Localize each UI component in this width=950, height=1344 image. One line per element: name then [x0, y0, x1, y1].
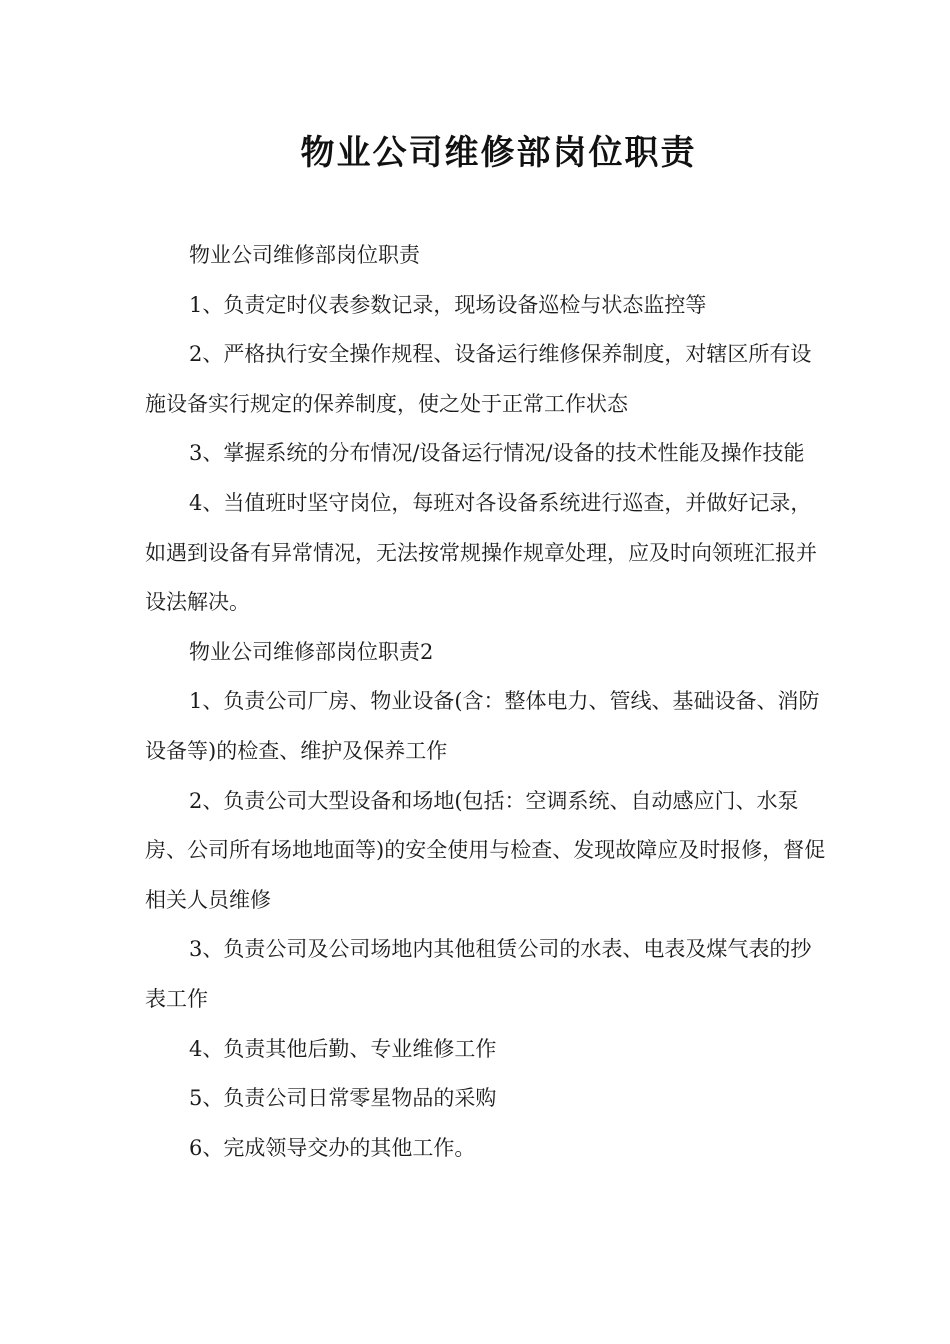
- paragraph-2-3: 3、负责公司及公司场地内其他租赁公司的水表、电表及煤气表的抄表工作: [145, 937, 812, 1011]
- paragraph-2-1: 1、负责公司厂房、物业设备(含：整体电力、管线、基础设备、消防设备等)的检查、维护及保养工作: [145, 689, 820, 763]
- paragraph-1-1: 1、负责定时仪表参数记录，现场设备巡检与状态监控等: [189, 292, 707, 317]
- paragraph-2-6: 6、完成领导交办的其他工作。: [189, 1135, 476, 1160]
- paragraph-2-2: 2、负责公司大型设备和场地(包括：空调系统、自动感应门、水泵房、公司所有场地地面等)的安全使用与检查、发现故障应及时报修，督促相关人员维修: [145, 788, 826, 912]
- paragraph-2-5: 5、负责公司日常零星物品的采购: [189, 1086, 497, 1111]
- paragraph-1-2: 2、严格执行安全操作规程、设备运行维修保养制度，对辖区所有设施设备实行规定的保养制度，使之处于正常工作状态: [145, 342, 812, 416]
- paragraph-1-3: 3、掌握系统的分布情况/设备运行情况/设备的技术性能及操作技能: [189, 441, 805, 466]
- section-heading-2: 物业公司维修部岗位职责2: [189, 639, 434, 664]
- document-title: 物业公司维修部岗位职责: [300, 133, 697, 173]
- paragraph-2-4: 4、负责其他后勤、专业维修工作: [189, 1036, 497, 1061]
- document-body: [145, 231, 832, 1173]
- paragraph-1-4: 4、当值班时坚守岗位，每班对各设备系统进行巡查，并做好记录，如遇到设备有异常情况，无法按常规操作规章处理，应及时向领班汇报并设法解决。: [145, 490, 817, 615]
- section-heading-1: 物业公司维修部岗位职责: [189, 243, 420, 267]
